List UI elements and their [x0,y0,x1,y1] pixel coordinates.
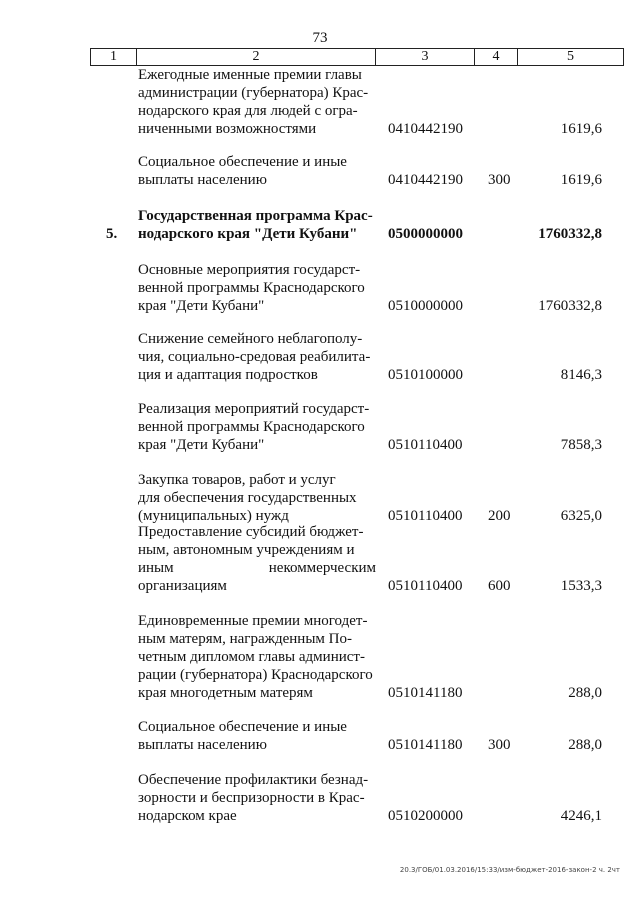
table-row [0,718,640,754]
row-code: 0510110400 [388,578,463,594]
table-row [0,400,640,454]
row-code: 0500000000 [388,226,463,242]
row-name: Закупка товаров, работ и услуг для обеспечения государственных (муниципальных) нужд [138,472,357,524]
row-code: 0510110400 [388,437,463,453]
table-row [0,471,640,525]
header-col-2: 2 [136,49,375,65]
row-expense-type: 300 [488,737,511,753]
row-code: 0510141180 [388,685,463,701]
row-code: 0410442190 [388,121,463,137]
row-name: Основные мероприятия государст- венной программы Краснодарского края "Дети Кубани" [138,262,365,314]
row-name: Предоставление субсидий бюджет- ным, автономным учреждениям и иным некоммерческим организациям [138,524,376,594]
row-amount: 1760332,8 [538,226,602,242]
row-amount: 7858,3 [560,437,602,453]
header-col-4: 4 [474,49,517,65]
row-code: 0510200000 [388,808,463,824]
header-col-5: 5 [517,49,623,65]
table-row-program [0,207,640,243]
row-code: 0410442190 [388,172,463,188]
row-code: 0510141180 [388,737,463,753]
row-name: Обеспечение профилактики безнад- зорности и беспризорности в Крас- нодарском крае [138,772,369,824]
row-expense-type: 600 [488,578,511,594]
table-row [0,67,640,138]
page-number: 73 [312,30,328,46]
row-amount: 8146,3 [560,367,602,383]
document-footer-stamp: 20.3/ГОБ/01.03.2016/15:33/изм-бюджет-2016-закон-2 ч. 2чт [399,866,620,874]
row-amount: 1760332,8 [538,298,602,314]
row-code: 0510110400 [388,508,463,524]
row-amount: 1619,6 [560,172,602,188]
table-row [0,612,640,702]
table-row [0,524,640,595]
table-row [0,153,640,189]
header-col-3: 3 [375,49,474,65]
row-amount: 6325,0 [560,508,602,524]
row-amount: 1619,6 [560,121,602,137]
table-header [90,48,624,66]
header-col-1: 1 [110,49,117,64]
table-row [0,261,640,315]
row-name: Реализация мероприятий государст- венной программы Краснодарского края "Дети Кубани" [138,401,370,453]
row-expense-type: 300 [488,172,511,188]
row-code: 0510000000 [388,298,463,314]
row-amount: 288,0 [568,685,602,701]
row-amount: 4246,1 [560,808,602,824]
row-name: Снижение семейного неблагополу- чия, социально-средовая реабилита- ция и адаптация подростков [138,331,371,383]
row-name: Государственная программа Крас- нодарского края "Дети Кубани" [138,208,373,242]
row-amount: 288,0 [568,737,602,753]
row-code: 0510100000 [388,367,463,383]
row-expense-type: 200 [488,508,511,524]
row-name: Ежегодные именные премии главы администрации (губернатора) Крас- нодарского края для людей с огра- ниченными возможностями [138,67,369,137]
row-number: 5. [106,226,118,242]
row-name: Социальное обеспечение и иные выплаты населению [138,154,347,188]
row-name: Единовременные премии многодет- ным матерям, награжденным По- четным дипломом главы админист- рации (губернатора) Краснодарского края многодетным матерям [138,613,373,701]
table-row [0,330,640,384]
row-name: Социальное обеспечение и иные выплаты населению [138,719,347,753]
table-row [0,771,640,825]
row-amount: 1533,3 [560,578,602,594]
